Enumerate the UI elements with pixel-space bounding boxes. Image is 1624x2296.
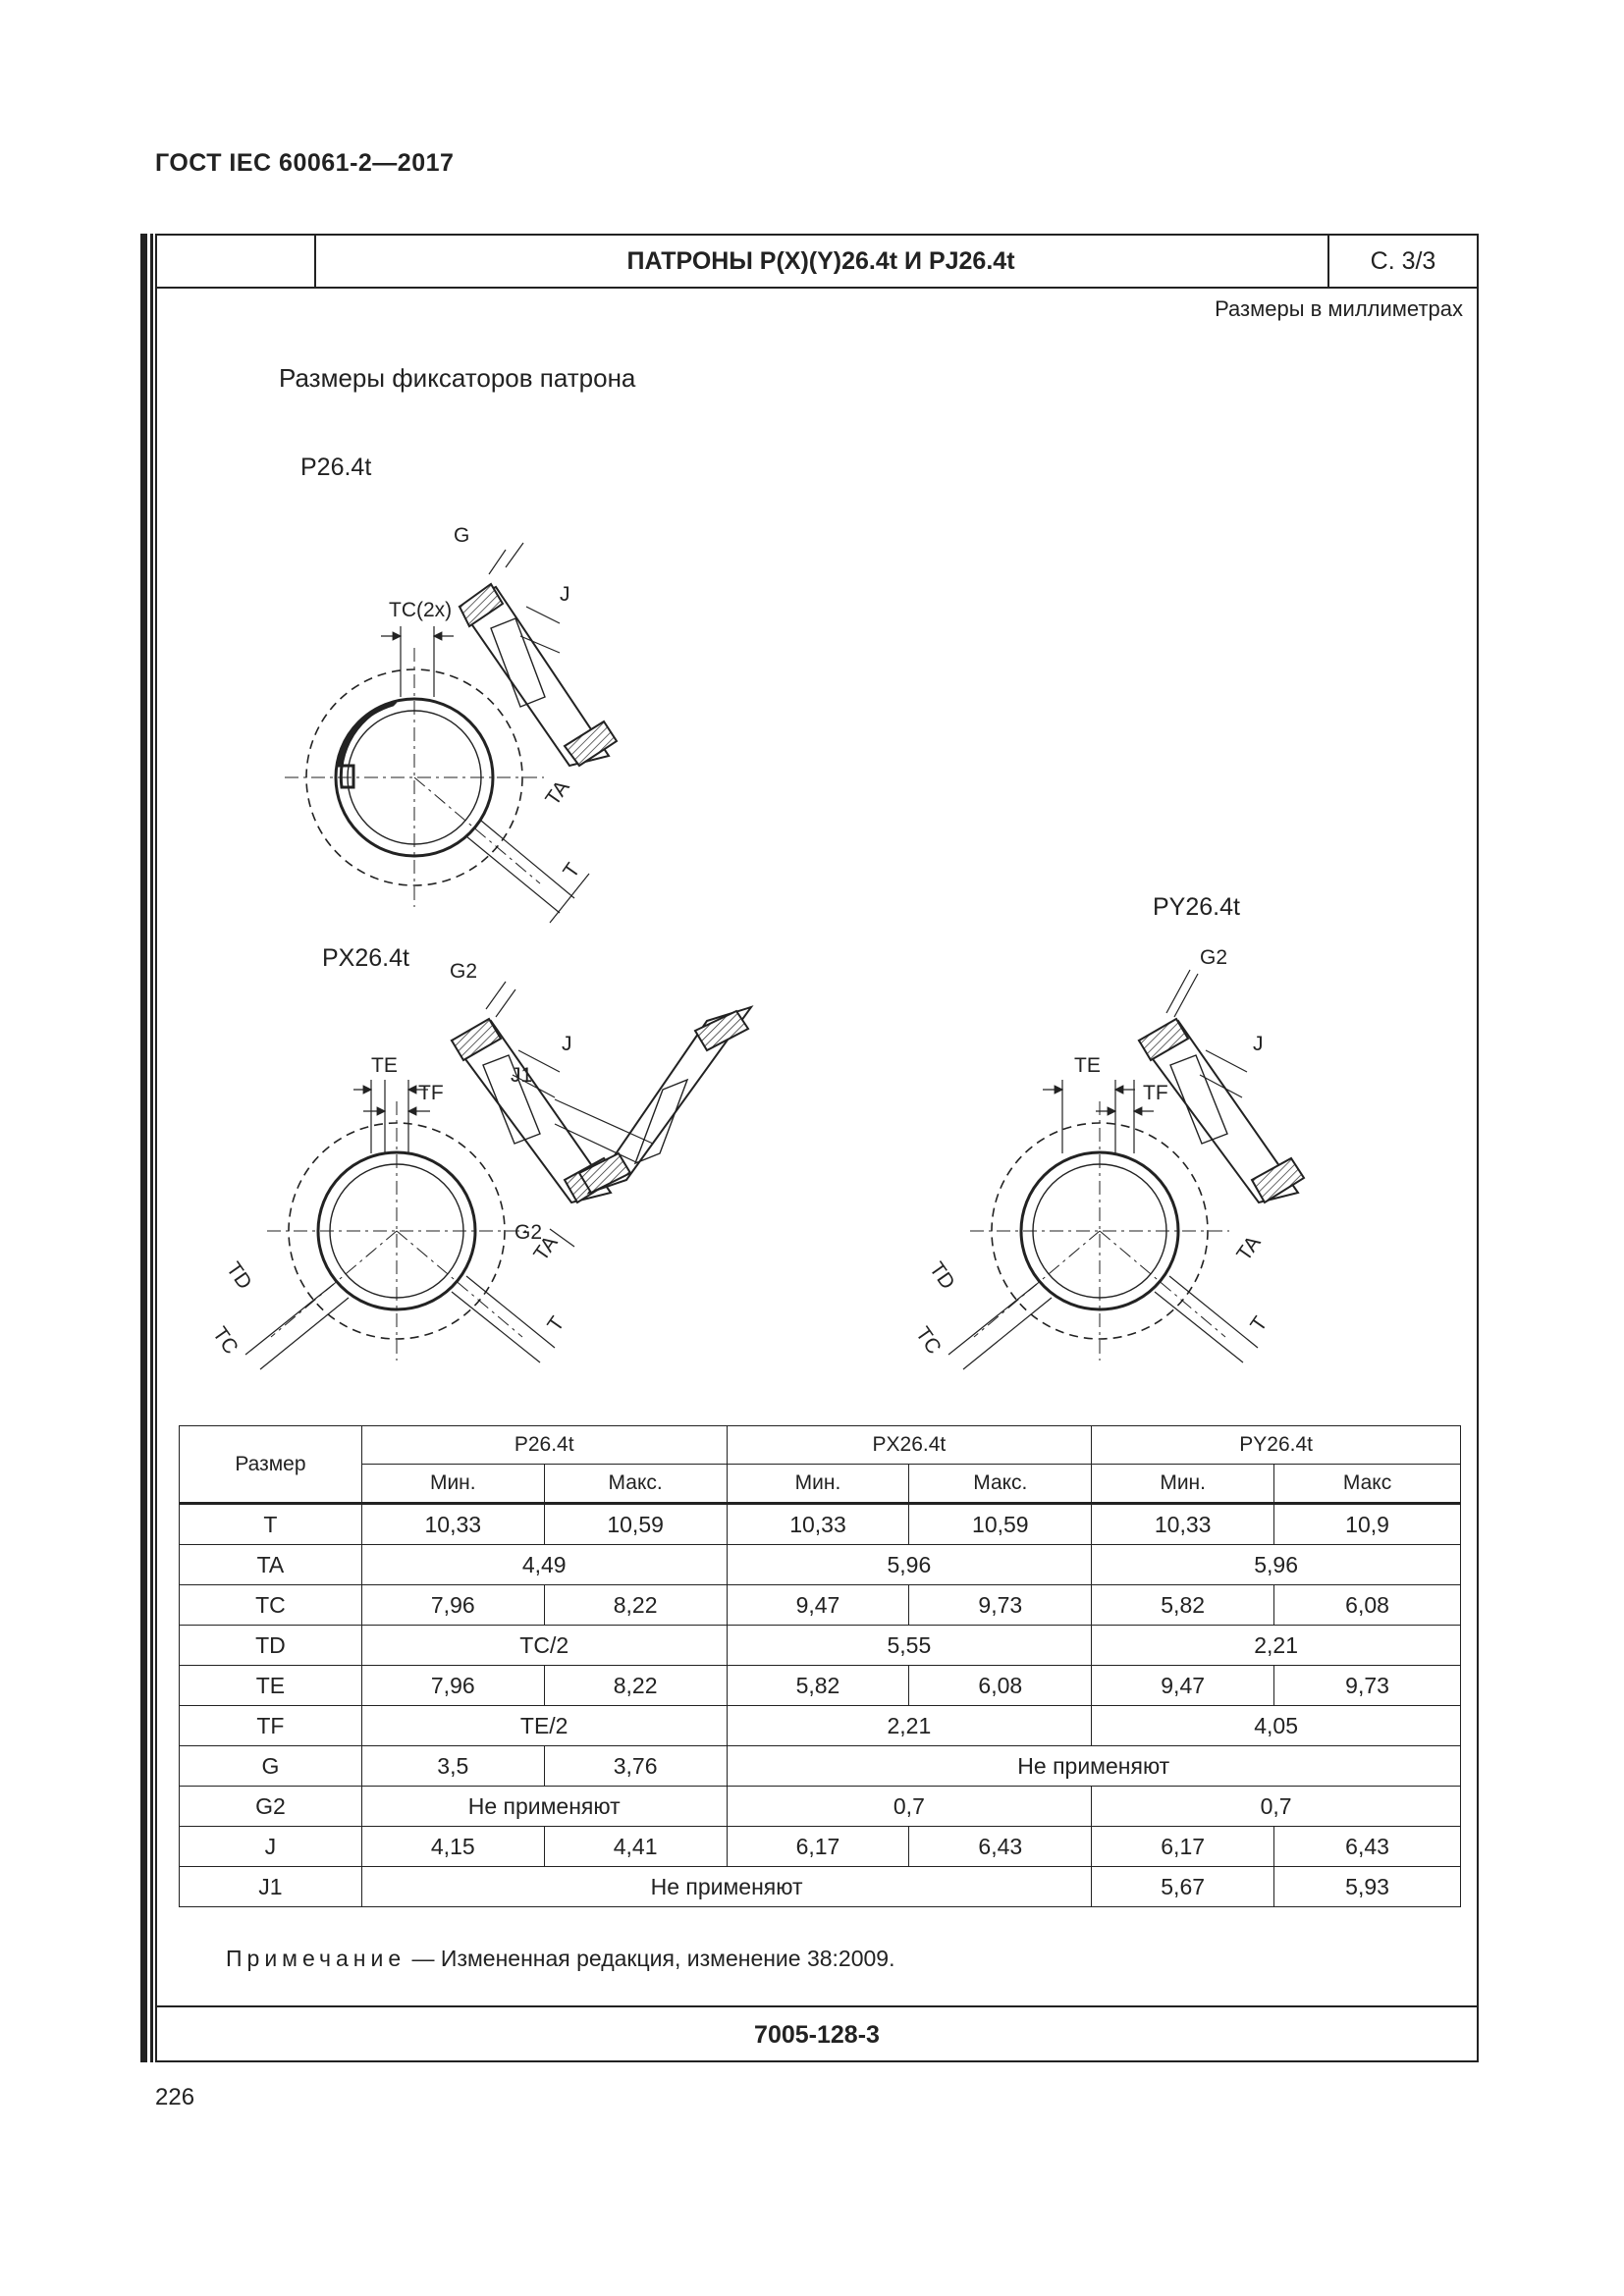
table-cell: 9,47 xyxy=(1092,1666,1274,1706)
table-cell: 4,05 xyxy=(1092,1706,1461,1746)
dim-label: G2 xyxy=(514,1221,543,1244)
table-cell: 7,96 xyxy=(361,1585,544,1626)
col-subheader: Макс. xyxy=(909,1465,1092,1504)
table-cell: 5,96 xyxy=(1092,1545,1461,1585)
table-cell: 5,93 xyxy=(1274,1867,1461,1907)
table-cell: 5,82 xyxy=(1092,1585,1274,1626)
row-label: T xyxy=(180,1504,362,1545)
table-cell: Не применяют xyxy=(361,1787,727,1827)
header-page-ref: С. 3/3 xyxy=(1370,247,1436,275)
col-subheader: Мин. xyxy=(361,1465,544,1504)
table-row xyxy=(180,1626,1461,1666)
dim-label: G2 xyxy=(1200,946,1228,969)
table-subheader-row xyxy=(180,1465,1461,1504)
table-row xyxy=(180,1545,1461,1585)
dim-label: TE xyxy=(371,1054,398,1077)
row-label: TD xyxy=(180,1626,362,1666)
row-label: G xyxy=(180,1746,362,1787)
table-row xyxy=(180,1827,1461,1867)
figure-label-px: PX26.4t xyxy=(322,944,409,972)
table-cell: 5,67 xyxy=(1092,1867,1274,1907)
dim-label: TD xyxy=(924,1257,959,1294)
table-cell: 10,9 xyxy=(1274,1504,1461,1545)
table-cell: 6,43 xyxy=(909,1827,1092,1867)
dim-label: TA xyxy=(529,1231,563,1265)
note-text: — Измененная редакция, изменение 38:2009. xyxy=(406,1946,895,1971)
table-row xyxy=(180,1666,1461,1706)
section-pj xyxy=(550,1007,751,1247)
col-subheader: Мин. xyxy=(1092,1465,1274,1504)
dim-label: T xyxy=(559,859,585,882)
section-p xyxy=(460,543,617,766)
col-header-group: P26.4t xyxy=(361,1426,727,1465)
table-cell: 5,82 xyxy=(727,1666,909,1706)
dim-label: TE xyxy=(1074,1054,1101,1077)
table-cell: 0,7 xyxy=(1092,1787,1461,1827)
col-header-group: PX26.4t xyxy=(727,1426,1092,1465)
dim-label: TA xyxy=(541,775,574,810)
table-cell: TC/2 xyxy=(361,1626,727,1666)
table-cell: 6,08 xyxy=(909,1666,1092,1706)
table-cell: TE/2 xyxy=(361,1706,727,1746)
table-cell: 8,22 xyxy=(544,1585,727,1626)
dim-label: J xyxy=(1253,1033,1264,1055)
document-id: ГОСТ IEC 60061-2—2017 xyxy=(155,149,455,177)
row-label: G2 xyxy=(180,1787,362,1827)
dim-label: G xyxy=(454,524,470,547)
table-cell: 10,59 xyxy=(544,1504,727,1545)
table-cell: 9,73 xyxy=(909,1585,1092,1626)
table-cell: 5,96 xyxy=(727,1545,1092,1585)
dim-label: TC xyxy=(207,1322,243,1359)
row-label: TF xyxy=(180,1706,362,1746)
table-cell: 9,47 xyxy=(727,1585,909,1626)
units-note: Размеры в миллиметрах xyxy=(1215,296,1463,321)
dimensions-table xyxy=(179,1425,1461,1907)
row-label: TC xyxy=(180,1585,362,1626)
table-cell: 4,41 xyxy=(544,1827,727,1867)
table-cell: Не применяют xyxy=(361,1867,1091,1907)
table-row xyxy=(180,1585,1461,1626)
table-cell: 6,08 xyxy=(1274,1585,1461,1626)
dim-label: TD xyxy=(221,1257,256,1294)
table-cell: 10,59 xyxy=(909,1504,1092,1545)
note xyxy=(226,1946,895,1972)
dim-label: TF xyxy=(1143,1082,1168,1104)
table-cell: Не применяют xyxy=(727,1746,1460,1787)
header-title: ПАТРОНЫ P(X)(Y)26.4t И PJ26.4t xyxy=(314,236,1329,287)
frame-bar xyxy=(150,234,153,2062)
table-cell: 10,33 xyxy=(361,1504,544,1545)
dim-label: J xyxy=(560,583,570,606)
footer-code: 7005-128-3 xyxy=(157,2005,1477,2062)
table-cell: 10,33 xyxy=(727,1504,909,1545)
table-row xyxy=(180,1867,1461,1907)
table-cell: 3,76 xyxy=(544,1746,727,1787)
table-cell: 6,43 xyxy=(1274,1827,1461,1867)
row-label: J1 xyxy=(180,1867,362,1907)
table-cell: 4,15 xyxy=(361,1827,544,1867)
row-label: J xyxy=(180,1827,362,1867)
frame-bar xyxy=(140,234,147,2062)
table-row xyxy=(180,1706,1461,1746)
note-label: Примечание xyxy=(226,1946,406,1971)
col-subheader: Макс xyxy=(1274,1465,1461,1504)
dim-label: J xyxy=(562,1033,572,1055)
col-subheader: Макс. xyxy=(544,1465,727,1504)
row-label: TA xyxy=(180,1545,362,1585)
table-cell: 2,21 xyxy=(727,1706,1092,1746)
table-cell: 2,21 xyxy=(1092,1626,1461,1666)
table-row xyxy=(180,1504,1461,1545)
col-subheader: Мин. xyxy=(727,1465,909,1504)
table-cell: 3,5 xyxy=(361,1746,544,1787)
table-cell: 6,17 xyxy=(727,1827,909,1867)
drawing-frame xyxy=(155,234,1479,2062)
col-header-size: Размер xyxy=(180,1426,362,1504)
page-number: 226 xyxy=(155,2084,195,2110)
table-cell: 8,22 xyxy=(544,1666,727,1706)
row-label: TE xyxy=(180,1666,362,1706)
table-cell: 0,7 xyxy=(727,1787,1092,1827)
dim-label: TC(2x) xyxy=(389,599,453,621)
table-cell: 5,55 xyxy=(727,1626,1092,1666)
col-header-group: PY26.4t xyxy=(1092,1426,1461,1465)
technical-drawing xyxy=(157,236,1477,1414)
table-cell: 6,17 xyxy=(1092,1827,1274,1867)
figure-caption: Размеры фиксаторов патрона xyxy=(279,363,636,393)
ring-px xyxy=(245,1080,555,1369)
dim-label: TC xyxy=(910,1322,946,1359)
table-header-row xyxy=(180,1426,1461,1465)
dim-label: T xyxy=(543,1312,569,1336)
table-cell: 7,96 xyxy=(361,1666,544,1706)
table-row xyxy=(180,1787,1461,1827)
dim-label: TF xyxy=(418,1082,444,1104)
table-cell: 9,73 xyxy=(1274,1666,1461,1706)
figure-label-py: PY26.4t xyxy=(1153,893,1240,921)
figure-label-p: P26.4t xyxy=(300,454,372,481)
dim-label: TA xyxy=(1232,1231,1266,1265)
table-cell: 10,33 xyxy=(1092,1504,1274,1545)
table-row xyxy=(180,1746,1461,1787)
dim-label: T xyxy=(1246,1312,1272,1336)
table-cell: 4,49 xyxy=(361,1545,727,1585)
dim-label: J1 xyxy=(511,1064,533,1087)
dim-label: G2 xyxy=(450,960,478,983)
